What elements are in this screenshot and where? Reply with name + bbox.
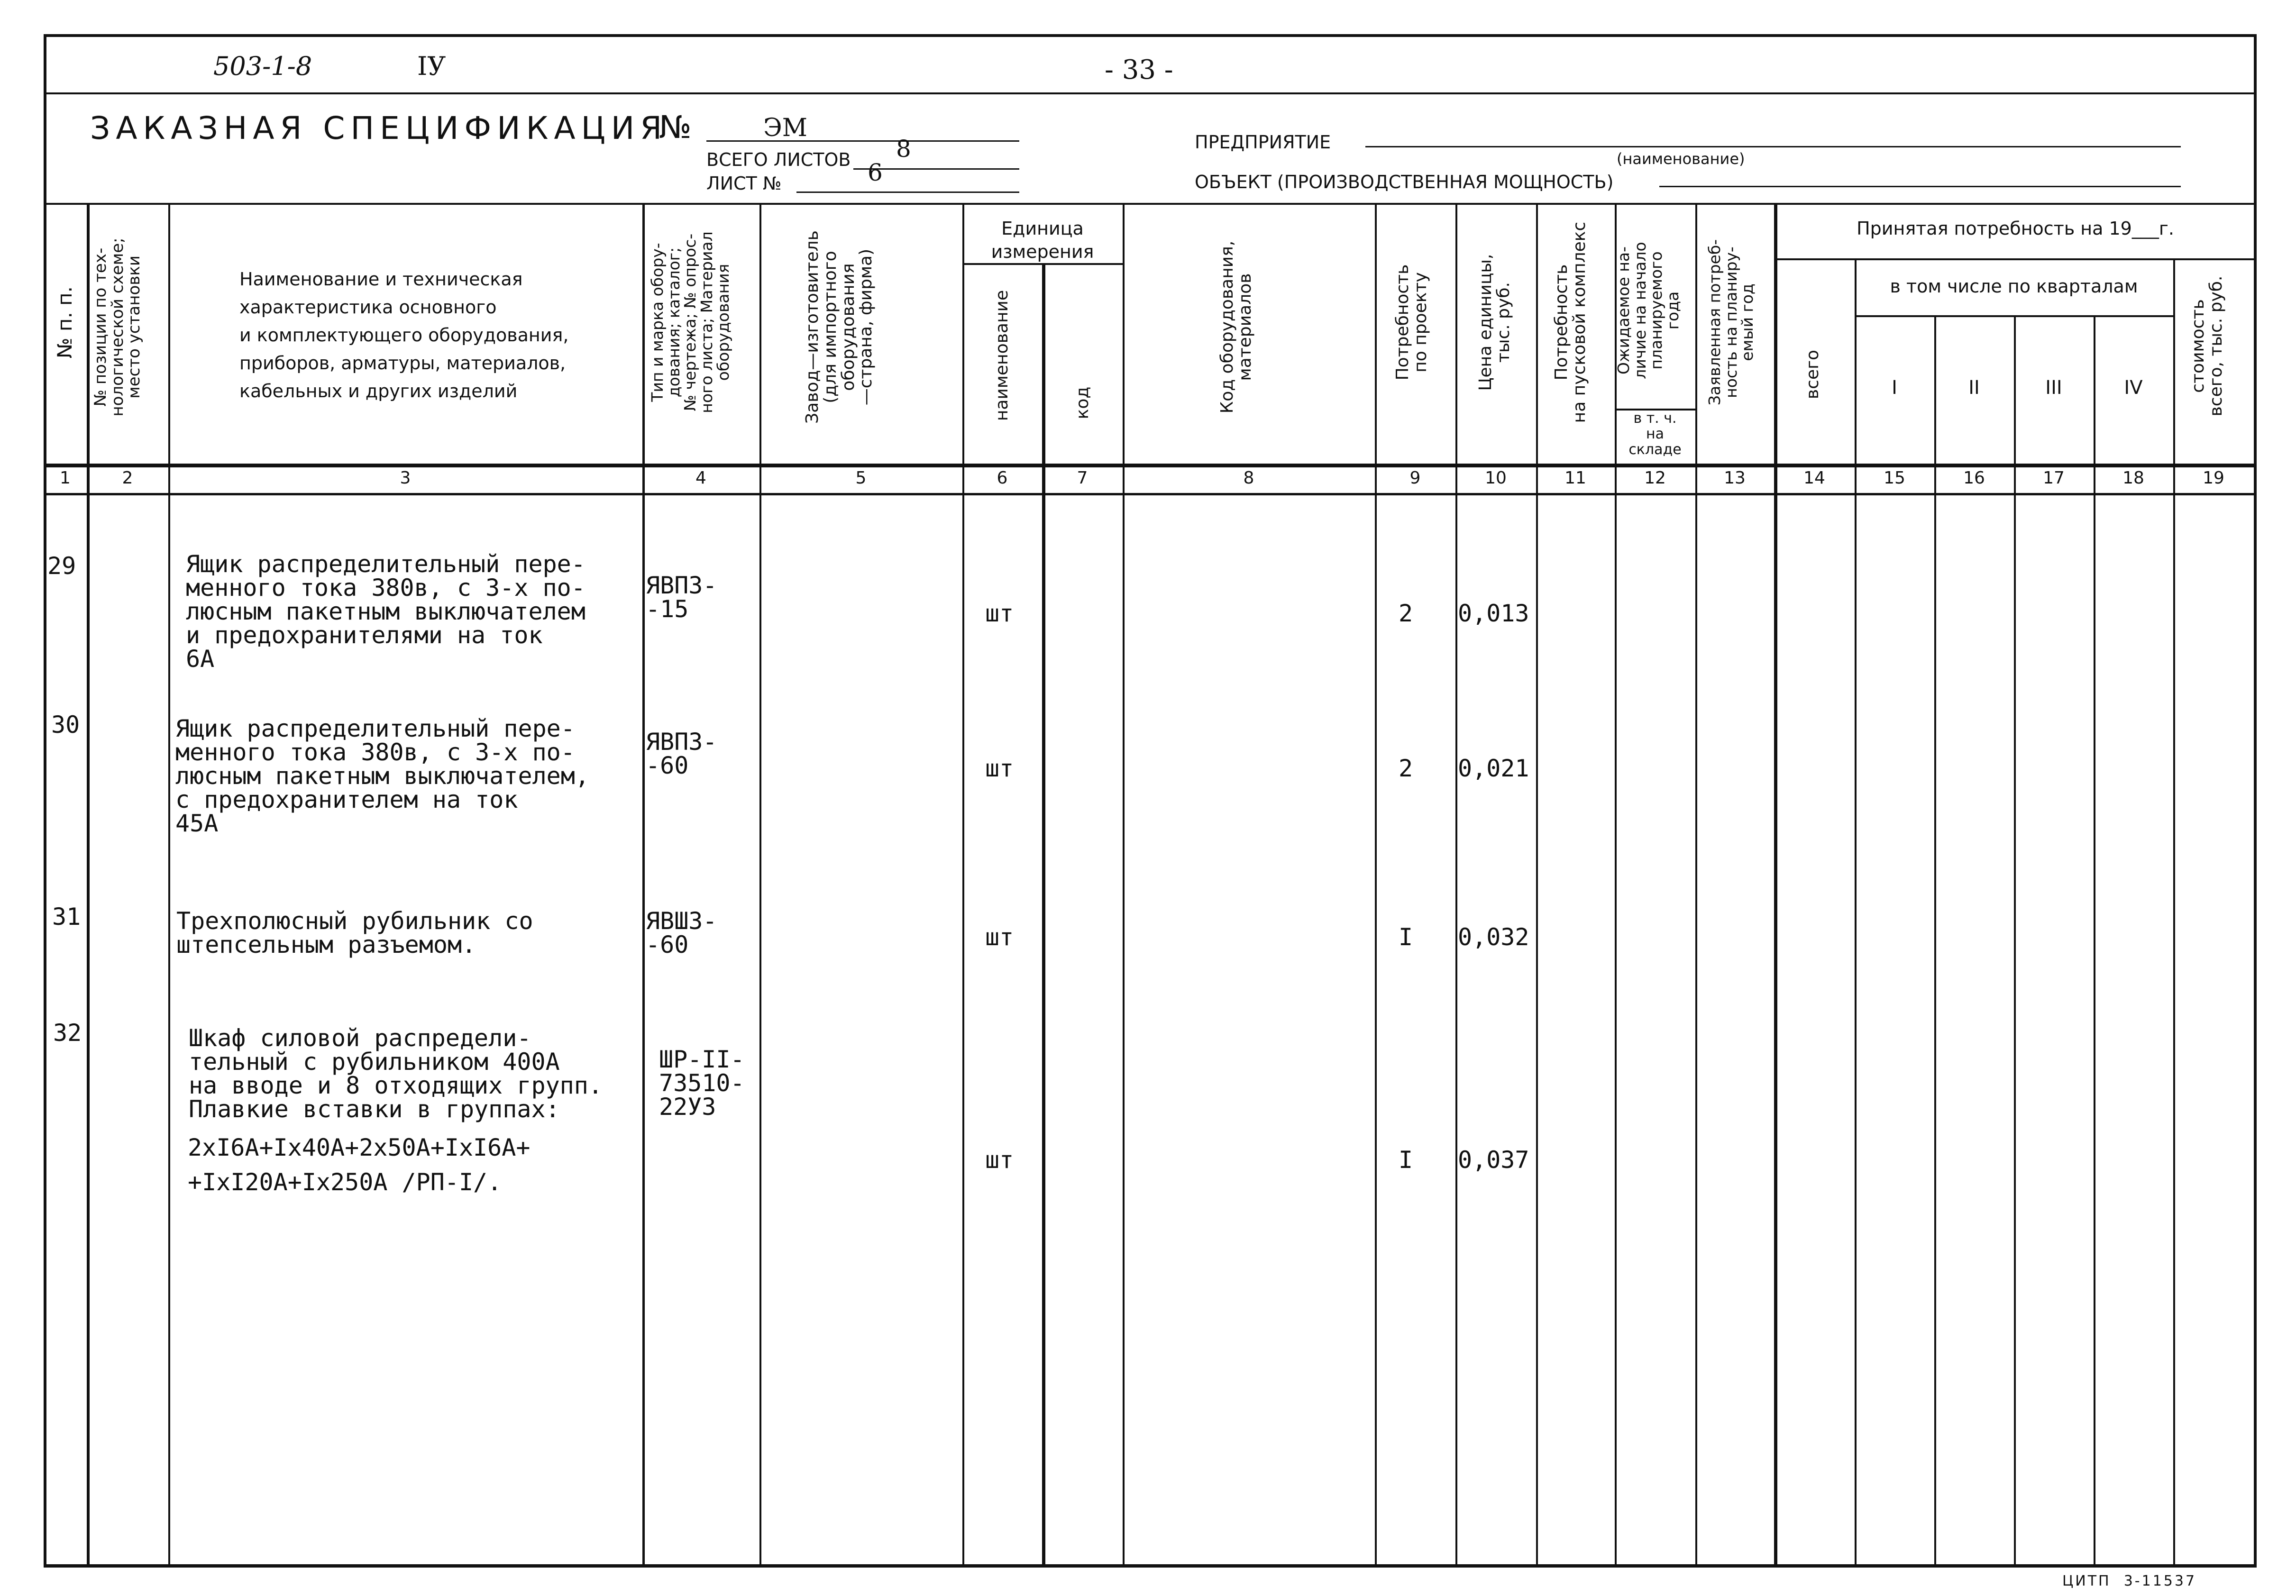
col-line-14 [1855,258,1857,1568]
col-line-10 [1536,203,1538,1568]
col-line-1 [87,203,90,1568]
col-header-7: код [1073,386,1092,420]
sheet-number-value: 6 [868,159,883,186]
item-type: ЯВШЗ- -60 [646,907,717,958]
item-unit: шт [985,1146,1014,1174]
item-qty: 2 [1399,755,1413,782]
page-number: - 33 - [1105,55,1173,85]
col-header-14: всего [1803,349,1822,400]
col-line-2 [168,203,170,1568]
enterprise-label: ПРЕДПРИЯТИЕ [1195,132,1331,153]
col-header-12b: в т. ч. на складе [1628,410,1682,458]
col-line-12 [1695,203,1697,1568]
object-label: ОБЪЕКТ (ПРОИЗВОДСТВЕННАЯ МОЩНОСТЬ) [1195,172,1614,192]
object-line [1659,186,2181,187]
col-line-3 [642,203,645,1568]
doc-code: 503-1-8 [213,51,312,81]
item-price: 0,037 [1458,1146,1529,1174]
col-header-13: Заявленная потреб- ность на планиру- емый год [1705,239,1757,406]
col-header-19: стоимость всего, тыс. руб. [2188,275,2226,417]
spec-number-line [706,140,1019,142]
unit-group-header: Единица измерения [991,218,1094,263]
item-type: ШР-II- 73510- 22У3 [659,1046,745,1121]
col-line-18 [2173,258,2175,1568]
accepted-group-line [1774,258,2257,260]
colnum: 9 [1409,468,1421,488]
item-qty: I [1399,1146,1413,1174]
enterprise-line [1365,146,2181,147]
col-header-2: № позиции по тех- нологической схеме; место установки [91,237,144,417]
total-sheets-label: ВСЕГО ЛИСТОВ [706,149,851,170]
col-header-6: наименование [992,290,1012,421]
quarters-group-header: в том числе по кварталам [1890,276,2138,297]
col-header-9: Потребность по проекту [1393,264,1430,381]
item-type: ЯВПЗ- -15 [646,572,717,623]
col-header-1: № п. п. [53,286,76,359]
colnum: 3 [400,468,411,488]
col-line-8 [1375,203,1377,1568]
total-sheets-value: 8 [896,135,911,163]
colnum: 7 [1077,468,1088,488]
row-number: 31 [52,903,81,930]
col-line-5 [962,203,964,1568]
colnum-bottom [44,493,2257,495]
row-number: 32 [53,1019,82,1047]
row-number: 30 [51,711,80,739]
item-name: Ящик распределительный пере- менного тока 380в, с 3-х по- люсным пакетным выключателем, с предохранителем на ток 45А [175,715,589,837]
page-title: ЗАКАЗНАЯ СПЕЦИФИКАЦИЯ [90,110,668,146]
quarters-group-line [1855,315,2173,317]
colnum: 2 [122,468,133,488]
frame-right [2254,34,2257,1568]
frame-bottom [44,1564,2257,1568]
enterprise-hint: (наименование) [1617,150,1745,168]
item-unit: шт [985,600,1014,627]
item-name: Трехполюсный рубильник со штепсельным разъемом. [176,907,533,958]
top-strip-divider [44,92,2257,94]
item-qty: I [1399,923,1413,951]
col-line-13 [1774,203,1777,1568]
quarter-2-header: II [1968,377,1980,399]
colnum: 13 [1724,468,1746,488]
sheet-number-line [796,192,1019,193]
col-header-5: Завод—изготовитель (для импортного оборудования —страна, фирма) [803,230,876,424]
col-line-4 [759,203,761,1568]
colnum: 19 [2203,468,2224,488]
accepted-group-header: Принятая потребность на 19___г. [1857,218,2174,239]
col-header-11: Потребность на пусковой комплекс [1552,221,1589,423]
colnum: 16 [1963,468,1985,488]
quarter-4-header: IV [2124,377,2143,399]
item-unit: шт [985,923,1014,951]
item-price: 0,013 [1458,600,1529,627]
colnum: 4 [695,468,706,488]
colnum: 1 [60,468,71,488]
sheet-number-label: ЛИСТ № [706,173,782,194]
item-price: 0,021 [1458,755,1529,782]
title-divider [44,203,2257,205]
spec-number-value: ЭМ [763,114,808,142]
spec-number-label: № [659,109,692,146]
col-header-4: Тип и марка обору- дования; каталог; № чертежа; № опрос- ного листа; Материал оборудования [648,231,732,413]
col-header-10: Цена единицы, тыс. руб. [1476,254,1513,391]
frame-top [44,34,2257,37]
col-line-17 [2094,315,2095,1568]
row-number: 29 [47,552,76,580]
col-header-3: Наименование и техническая характеристика основного и комплектующего оборудования, приборов, арматуры, материалов, кабельных и других изделий [239,269,569,401]
col-header-12: Ожидаемое на- личие на начало планируемого года [1614,242,1682,379]
col-header-8: Код оборудования, материалов [1217,240,1255,414]
item-unit: шт [985,755,1014,782]
col-line-6 [1042,263,1045,1568]
quarter-3-header: III [2045,377,2062,399]
item-qty: 2 [1399,600,1413,627]
item-name: Шкаф силовой распредели- тельный с рубильником 400А на вводе и 8 отходящих групп. Плавкие вставки в группах: [189,1024,603,1123]
volume-number: IУ [417,51,446,81]
quarter-1-header: I [1892,377,1897,399]
item-name: Ящик распределительный пере- менного тока 380в, с 3-х по- люсным пакетным выключателем и предохранителями на ток 6А [186,550,585,673]
col-line-7 [1123,203,1125,1568]
colnum: 6 [997,468,1008,488]
frame-left [44,34,46,1568]
col-line-15 [1934,315,1936,1568]
colnum: 18 [2122,468,2144,488]
colnum: 5 [855,468,867,488]
item-price: 0,032 [1458,923,1529,951]
item-name-extra: 2хI6А+Iх40А+2х50А+IхI6А+ +IхI20А+Iх250А /РП-I/. [188,1134,531,1196]
footer-stamp: ЦИТП 3-11537 [2062,1573,2197,1589]
colnum: 8 [1243,468,1254,488]
item-type: ЯВПЗ- -60 [646,728,717,779]
col-line-11 [1615,203,1617,1568]
colnum: 14 [1803,468,1825,488]
colnum: 11 [1564,468,1586,488]
col-line-9 [1455,203,1457,1568]
colnum: 10 [1485,468,1507,488]
colnum: 17 [2043,468,2065,488]
colnum: 12 [1644,468,1666,488]
colnum: 15 [1884,468,1905,488]
col-line-16 [2014,315,2016,1568]
header-bottom [44,464,2257,467]
